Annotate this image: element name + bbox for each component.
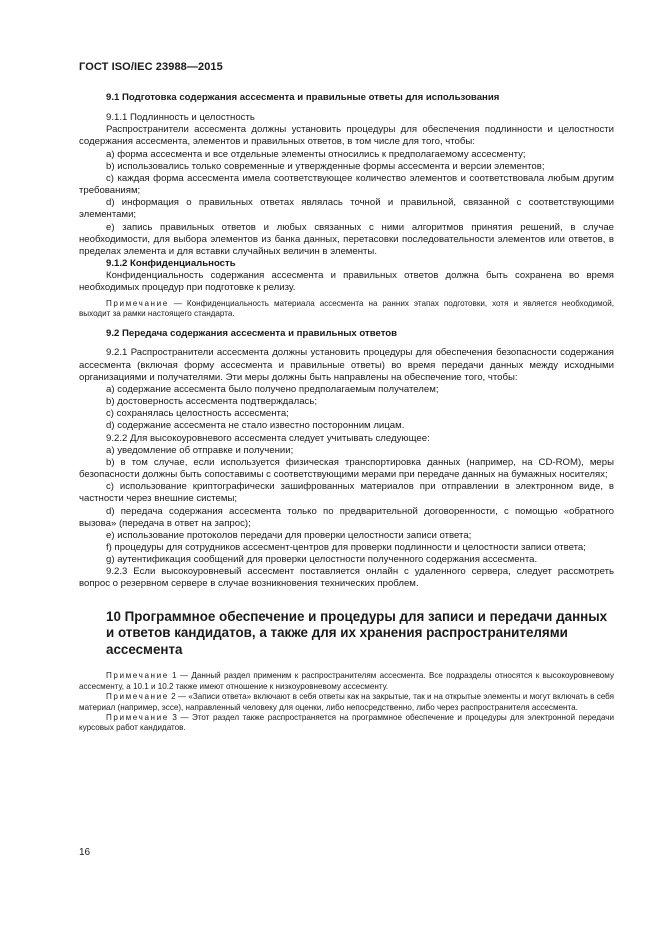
clause-9-1-2-title: 9.1.2 Конфиденциальность xyxy=(106,258,236,270)
list-item: с) использование криптографически зашифрованных материалов при отправлении в электронном виде, в частности через внешние системы; xyxy=(79,481,614,505)
note-label: Примечание xyxy=(106,298,169,308)
list-item: b) достоверность ассесмента подтверждалась; xyxy=(106,396,317,408)
clause-9-1-1-title: 9.1.1 Подлинность и целостность xyxy=(106,112,255,124)
list-item: f) процедуры для сотрудников ассесмент-центров для проверки подлинности и целостности записи ответа; xyxy=(106,541,586,553)
note-1 xyxy=(79,671,614,692)
list-item: b) в том случае, если используется физическая транспортировка данных (например, на CD-ROM), меры безопасности должны быть сопоставимы с соответствующими мерами при передаче данных на бумажных носителях; xyxy=(79,456,614,481)
note-confidentiality xyxy=(79,299,614,320)
note-text: «Записи ответа» включают в себя ответы как на закрытые, так и на открытые элементы и могут включать в себя материал (например, эссе), направленный человеку для оценки, либо непосредственно, либо через распространителя ассесмента. xyxy=(79,692,615,712)
note-2 xyxy=(79,692,614,713)
list-item: d) информация о правильных ответах являлась точной и правильной, связанной с соответствующими элементами; xyxy=(79,197,614,221)
clause-9-2-2-text: 9.2.2 Для высокоуровневого ассесмента следует учитывать следующее: xyxy=(106,432,430,444)
list-item: е) запись правильных ответов и любых связанных с ними алгоритмов принятия решений, в случае необходимости, для выбора элементов из банка данных, перетасовки последовательности элементов или ответов, в пределах элемента и для вставки случайных величин в элементы. xyxy=(79,221,614,257)
section-10-title: 10 Программное обеспечение и процедуры для записи и передачи данных и ответов кандидатов, а также для их хранения распространителями ассесмента xyxy=(106,608,608,657)
clause-9-1-2-text: Конфиденциальность содержания ассесмента и правильных ответов должна быть сохранена во время необходимых процедур при подготовке к релизу. xyxy=(79,270,614,294)
clause-9-2-3-text: 9.2.3 Если высокоуровневый ассесмент поставляется онлайн с удаленного сервера, следует рассмотреть вопрос о резервном сервере в случае возникновения технических проблем. xyxy=(79,566,614,590)
list-item: а) уведомление об отправке и получении; xyxy=(106,444,294,456)
list-item: с) каждая форма ассесмента имела соответствующее количество элементов и соответствовала любым другим требованиям; xyxy=(79,172,614,197)
note-number: 3 — xyxy=(168,713,192,722)
page-number: 16 xyxy=(79,847,91,858)
clause-9-1-1-text: Распространители ассесмента должны установить процедуры для обеспечения подлинности и целостности содержания ассесмента, элементов и правильных ответов, в том числе для того, чтобы: xyxy=(79,124,614,148)
list-item: d) передача содержания ассесмента только по предварительной договоренности, с помощью «обратного вызова» (передача в ответ на запрос); xyxy=(79,505,614,529)
list-item: а) форма ассесмента и все отдельные элементы относились к предполагаемому ассесменту; xyxy=(106,148,526,160)
clause-9-2-1-text: 9.2.1 Распространители ассесмента должны установить процедуры для обеспечения безопасности содержания ассесмента (включая форму ассесмента и правильные ответы) во время передачи данных между исходными организациями и получателями. Эти меры должны быть направлены на обеспечение того, чтобы: xyxy=(79,347,614,383)
list-item: g) аутентификация сообщений для проверки целостности полученного содержания ассесмента. xyxy=(106,554,538,566)
note-label: Примечание xyxy=(106,713,169,722)
list-item: а) содержание ассесмента было получено предполагаемым получателем; xyxy=(106,383,439,395)
note-3 xyxy=(79,713,614,734)
note-label: Примечание xyxy=(106,671,169,681)
note-label: Примечание xyxy=(106,692,169,702)
note-number: 1 — xyxy=(168,671,192,681)
document-body xyxy=(79,92,614,734)
section-9-2-title: 9.2 Передача содержания ассесмента и правильных ответов xyxy=(106,328,398,340)
note-text: — Конфиденциальность материала ассесмента на ранних этапах подготовки, хотя и является необходимой, выходит за рамки настоящего стандарта. xyxy=(79,298,614,318)
section-10-notes xyxy=(79,671,614,733)
note-text: Этот раздел также распространяется на программное обеспечение и процедуры для электронной передачи курсовых работ кандидатов. xyxy=(79,713,615,733)
list-item: b) использовались только современные и утвержденные формы ассесмента и версии элементов; xyxy=(106,160,545,172)
list-item: с) сохранялась целостность ассесмента; xyxy=(106,408,289,420)
section-9-1-title: 9.1 Подготовка содержания ассесмента и правильные ответы для использования xyxy=(106,92,500,103)
note-text: Данный раздел применим к распространителям ассесмента. Все подразделы относятся к высокоуровневому ассесменту, а 10.1 и 10.2 также имеют отношение к низкоуровневому ассесменту. xyxy=(79,671,615,691)
note-number: 2 — xyxy=(168,692,189,702)
list-item: d) содержание ассесмента не стало известно посторонним лицам. xyxy=(106,420,405,432)
list-item: е) использование протоколов передачи для проверки целостности записи ответа; xyxy=(106,529,472,541)
standard-header: ГОСТ ISO/IEC 23988—2015 xyxy=(79,61,223,73)
